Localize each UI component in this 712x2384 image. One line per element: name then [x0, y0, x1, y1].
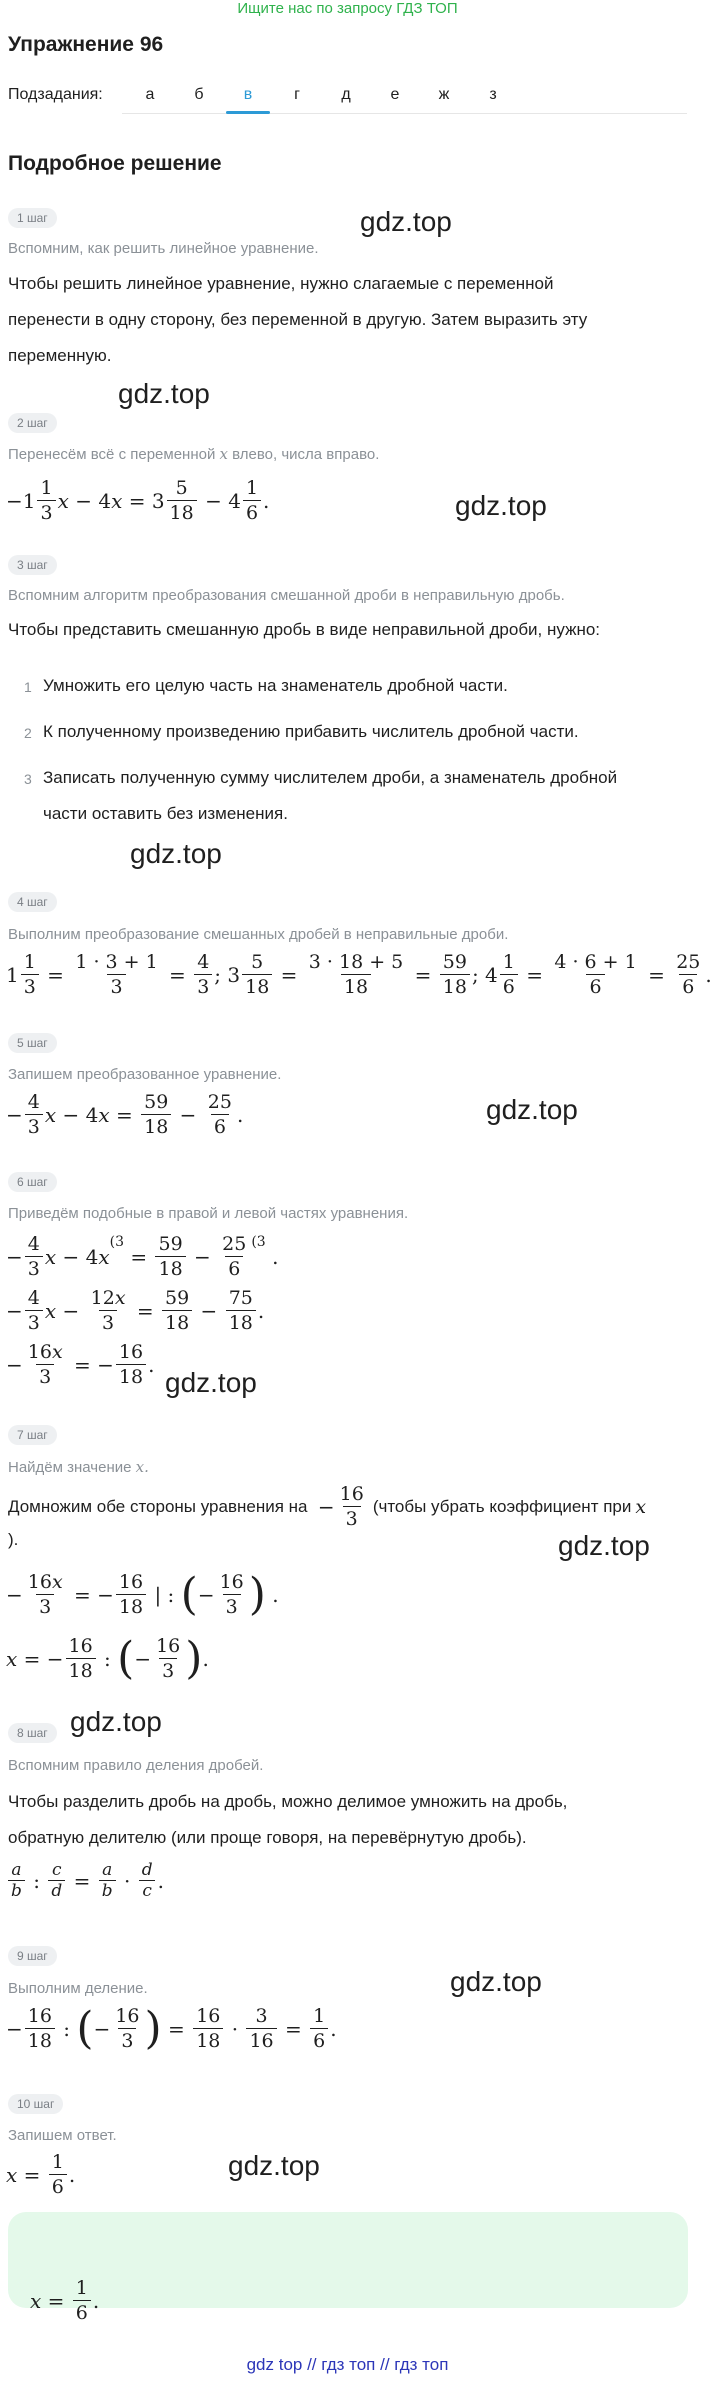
watermark: gdz.top: [486, 1094, 578, 1125]
step-note: [8, 445, 379, 463]
equation: −1 $\frac{1}{3}$ x − 4 x = 3 $\frac{5}{18}$ − 4 $\frac{1}{6}$ .: [6, 477, 270, 524]
watermark: gdz.top: [455, 490, 547, 521]
step-text-b: (чтобы убрать коэффициент при: [372, 1496, 632, 1516]
section-title: Подробное решение: [8, 152, 222, 175]
step-badge: 7 шаг: [8, 1425, 57, 1445]
subtask-tab-d[interactable]: д: [341, 86, 351, 103]
equation: x = $\frac{1}{6}$ .: [6, 2151, 76, 2198]
step-badge: 5 шаг: [8, 1033, 57, 1053]
step-text-var: x: [635, 1495, 647, 1518]
step-text-line: Домножим обе стороны уравнения на − $\frac{16}{3}$ (чтобы убрать коэффициент при x: [8, 1483, 647, 1530]
equation: − $\frac{16}{18}$ : ( − $\frac{16}{3}$ ) = $\frac{16}{18}$ · $\frac{3}{16}$ = $\frac{1}{6}$ .: [6, 2002, 337, 2054]
list-item: К полученному произведению прибавить числитель дробной части.: [43, 722, 579, 741]
subtask-tab-zh[interactable]: ж: [438, 86, 450, 103]
step-note: [8, 1458, 149, 1476]
step-note: Выполним деление.: [8, 1980, 148, 1997]
step-note: Запишем преобразованное уравнение.: [8, 1066, 282, 1083]
step-text-c: ).: [8, 1530, 19, 1549]
step-note: Вспомним, как решить линейное уравнение.: [8, 240, 319, 257]
step-badge: 9 шаг: [8, 1946, 57, 1966]
equation: − $\frac{16x}{3}$ = − $\frac{16}{18}$ .: [6, 1341, 155, 1388]
answer-box: [8, 2212, 688, 2308]
active-tab-indicator: [226, 111, 270, 114]
equation: − $\frac{4}{3}$ x − $\frac{12x}{3}$ = $\frac{59}{18}$ − $\frac{75}{18}$ .: [6, 1287, 265, 1334]
step-note-var: x.: [135, 1458, 149, 1476]
subtask-tab-v[interactable]: в: [243, 86, 253, 103]
watermark: gdz.top: [558, 1530, 650, 1561]
equation: − $\frac{4}{3}$ x − 4 x = $\frac{59}{18}$ − $\frac{25}{6}$ .: [6, 1091, 244, 1138]
step-note-a: Найдём значение: [8, 1459, 132, 1476]
step-badge: 8 шаг: [8, 1723, 57, 1743]
step-text-line: Чтобы представить смешанную дробь в виде неправильной дроби, нужно:: [8, 620, 601, 639]
step-text-line: Чтобы решить линейное уравнение, нужно слагаемые с переменной: [8, 274, 554, 293]
step-text-line: Чтобы разделить дробь на дробь, можно делимое умножить на дробь,: [8, 1792, 568, 1811]
watermark: gdz.top: [165, 1367, 257, 1398]
watermark: gdz.top: [228, 2150, 320, 2181]
watermark: gdz.top: [118, 378, 210, 409]
step-note: Приведём подобные в правой и левой частях уравнения.: [8, 1205, 409, 1222]
step-badge: 4 шаг: [8, 892, 57, 912]
step-text-line: перенести в одну сторону, без переменной в другую. Затем выразить эту: [8, 310, 588, 329]
step-text-line: переменную.: [8, 346, 112, 365]
watermark: gdz.top: [450, 1966, 542, 1997]
equation: 1 $\frac{1}{3}$ = $\frac{1 \cdot 3 + 1}{3}$ = $\frac{4}{3}$ ; 3 $\frac{5}{18}$ = $\frac{3 \cdot 18 + 5}{18}$ = $\frac{59}{18}$ ; 4 $\frac{1}{6}$ = $\frac{4 \cdot 6 + 1}{6}$ = $\frac{25}{6}$ .: [6, 951, 712, 998]
subtask-tab-z[interactable]: з: [489, 86, 497, 103]
list-item-continued: части оставить без изменения.: [43, 804, 288, 823]
step-badge: 1 шаг: [8, 208, 57, 228]
answer-equation: x = $\frac{1}{6}$ .: [30, 2277, 100, 2324]
subtask-tab-a[interactable]: а: [145, 86, 155, 103]
equation: $\frac{a}{b}$ : $\frac{c}{d}$ = $\frac{a}{b}$ · $\frac{d}{c}$ .: [6, 1860, 164, 1901]
list-number: 1: [24, 679, 32, 695]
subtasks-label: Подзадания:: [8, 86, 103, 103]
tabs-divider: [122, 113, 687, 114]
step-badge: 6 шаг: [8, 1172, 57, 1192]
list-item: Умножить его целую часть на знаменатель дробной части.: [43, 676, 508, 695]
equation: x = − $\frac{16}{18}$ : ( − $\frac{16}{3}$ ) .: [6, 1632, 209, 1684]
step-note-a: Перенесём всё с переменной: [8, 446, 216, 463]
step-text-a: Домножим обе стороны уравнения на: [8, 1496, 308, 1516]
list-number: 2: [24, 725, 32, 741]
subtask-tab-g[interactable]: г: [294, 86, 300, 103]
subtask-tab-e[interactable]: е: [390, 86, 400, 103]
watermark: gdz.top: [360, 206, 452, 237]
top-banner[interactable]: Ищите нас по запросу ГДЗ ТОП: [237, 0, 458, 17]
step-note-b: влево, числа вправо.: [232, 446, 380, 463]
list-number: 3: [24, 771, 32, 787]
step-badge: 10 шаг: [8, 2094, 63, 2114]
step-text-line: обратную делителю (или проще говоря, на перевёрнутую дробь).: [8, 1828, 527, 1847]
step-note: Вспомним правило деления дробей.: [8, 1757, 264, 1774]
step-note: Запишем ответ.: [8, 2127, 117, 2144]
equation: − $\frac{16x}{3}$ = − $\frac{16}{18}$ | : ( − $\frac{16}{3}$ ) .: [6, 1568, 279, 1620]
subtask-tab-b[interactable]: б: [194, 86, 204, 103]
list-item: Записать полученную сумму числителем дроби, а знаменатель дробной: [43, 768, 618, 787]
page-title: Упражнение 96: [8, 33, 164, 56]
equation: − $\frac{4}{3}$ x − 4 x (3 = $\frac{59}{18}$ − $\frac{25}{6}$ (3 .: [6, 1233, 279, 1280]
step-badge: 2 шаг: [8, 413, 57, 433]
step-note: Выполним преобразование смешанных дробей в неправильные дроби.: [8, 926, 509, 943]
step-note-var: x: [219, 445, 228, 463]
footer-links[interactable]: gdz top // гдз топ // гдз топ: [246, 2355, 449, 2374]
step-note: Вспомним алгоритм преобразования смешанной дроби в неправильную дробь.: [8, 587, 565, 604]
step-badge: 3 шаг: [8, 555, 57, 575]
watermark: gdz.top: [70, 1706, 162, 1737]
watermark: gdz.top: [130, 838, 222, 869]
